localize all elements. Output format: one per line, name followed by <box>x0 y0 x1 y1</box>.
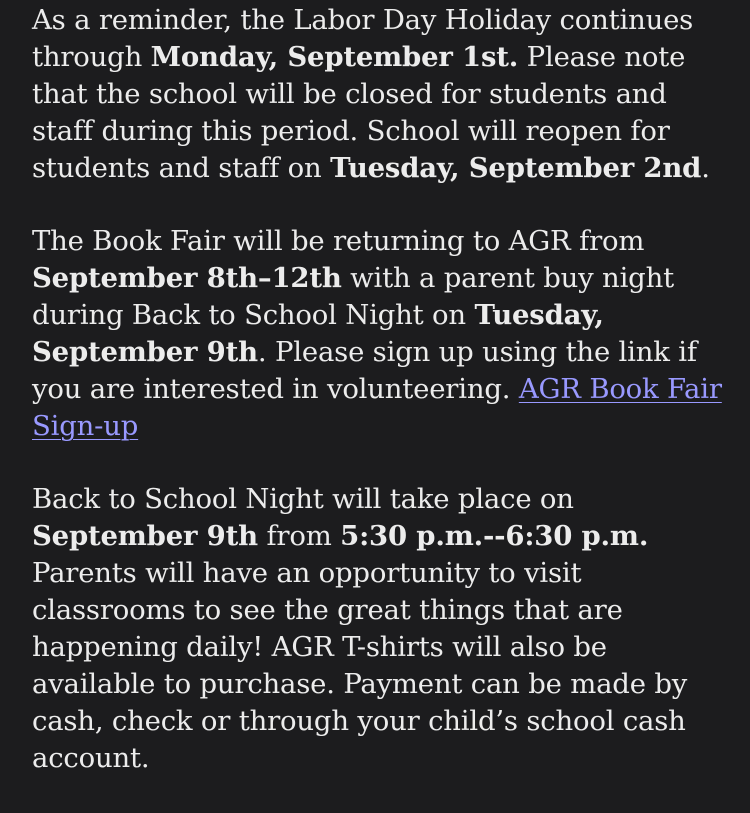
book-fair-buy-night-date: Tuesday, September 9th <box>32 299 604 368</box>
labor-day-text-3: . <box>701 152 710 184</box>
labor-day-text-2: Please note that the school will be closed for students and staff during this period. School will reopen for students and staff on <box>32 41 686 184</box>
labor-day-closed-date: Monday, September 1st. <box>150 41 519 73</box>
back-to-school-text-3: Parents will have an opportunity to visit classrooms to see the great things that are happening daily! AGR T-shirts will also be available to purchase. Payment can be made by cash, check or through your child’s school cash account. <box>32 557 688 774</box>
labor-day-reopen-date: Tuesday, September 2nd <box>330 152 702 184</box>
book-fair-text-2: with a parent buy night during Back to School Night on <box>32 262 674 331</box>
labor-day-paragraph <box>32 2 732 187</box>
book-fair-signup-link[interactable]: AGR Book Fair Sign-up <box>32 373 722 442</box>
book-fair-paragraph <box>32 223 732 445</box>
labor-day-text-1: As a reminder, the Labor Day Holiday continues through <box>32 4 694 73</box>
back-to-school-paragraph <box>32 481 732 777</box>
back-to-school-time: 5:30 p.m.--6:30 p.m. <box>340 520 649 552</box>
message-body <box>32 2 732 813</box>
book-fair-dates: September 8th–12th <box>32 262 342 294</box>
back-to-school-date: September 9th <box>32 520 258 552</box>
back-to-school-text-1: Back to School Night will take place on <box>32 483 574 515</box>
book-fair-text-3: . Please sign up using the link if you are interested in volunteering. <box>32 336 697 405</box>
back-to-school-text-2: from <box>257 520 341 552</box>
book-fair-text-1: The Book Fair will be returning to AGR from <box>32 225 645 257</box>
